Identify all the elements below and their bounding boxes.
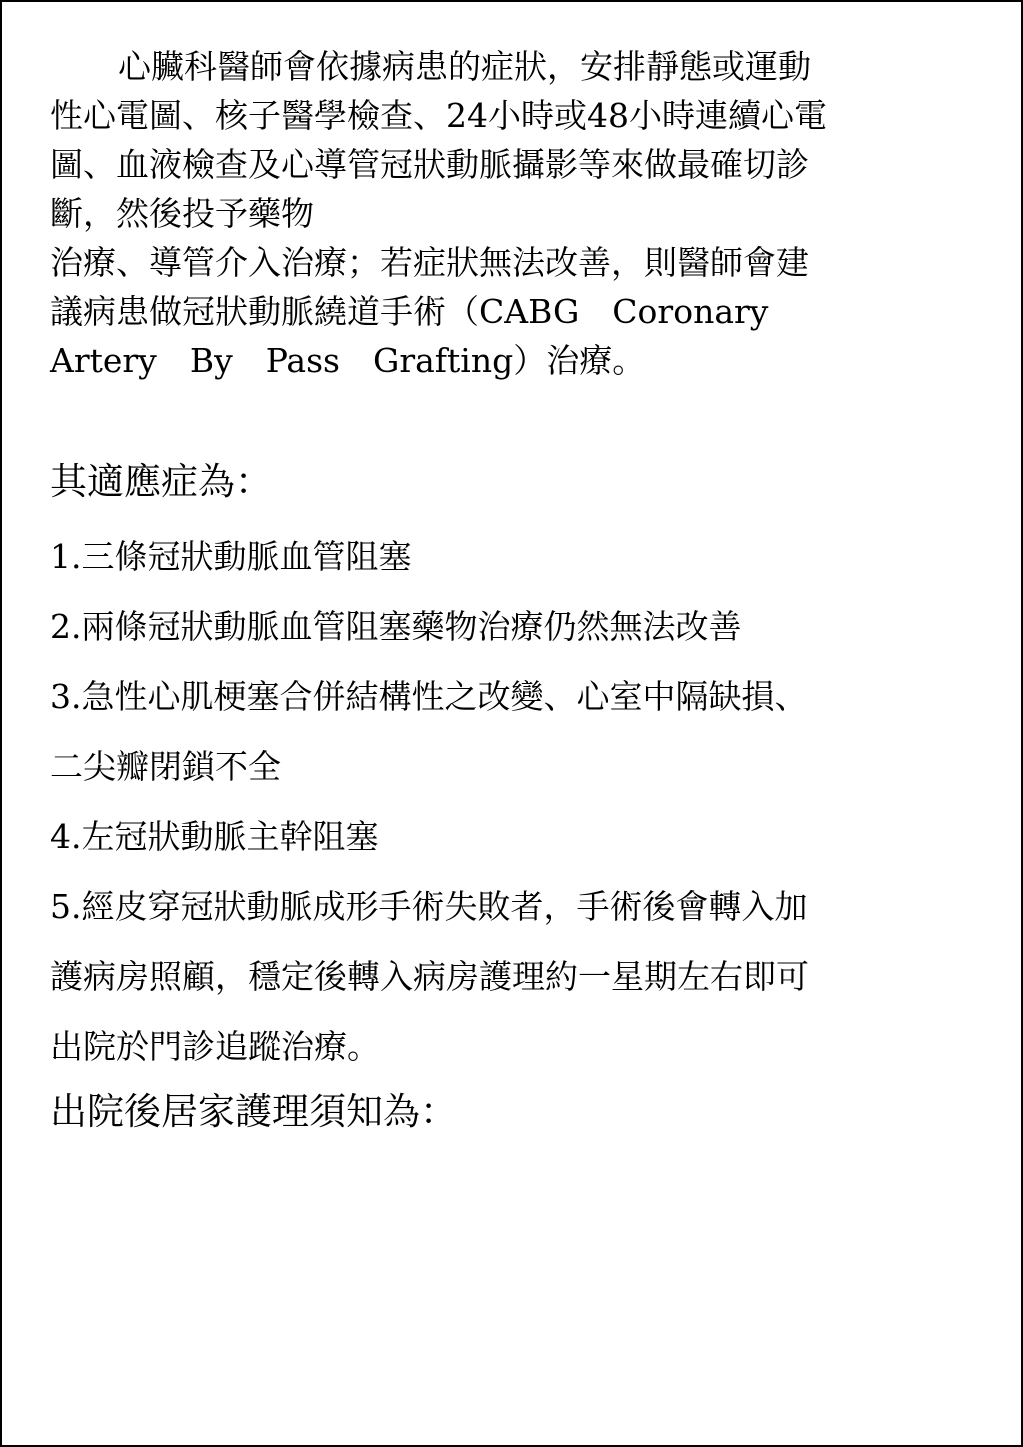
intro-line: Artery By Pass Grafting）治療。: [50, 341, 646, 380]
intro-paragraph: [50, 42, 1005, 385]
indication-item-continued: 護病房照顧，穩定後轉入病房護理約一星期左右即可: [50, 957, 809, 996]
indications-list: [50, 522, 1005, 1082]
intro-line: 心臟科醫師會依據病患的症狀，安排靜態或運動: [118, 47, 811, 86]
indication-item: 2.兩條冠狀動脈血管阻塞藥物治療仍然無法改善: [50, 607, 742, 646]
home-care-heading: 出院後居家護理須知為：: [50, 1090, 457, 1133]
intro-line: 圖、血液檢查及心導管冠狀動脈攝影等來做最確切診: [50, 145, 809, 184]
intro-line: 議病患做冠狀動脈繞道手術（CABG Coronary: [50, 292, 769, 331]
intro-line: 治療、導管介入治療；若症狀無法改善，則醫師會建: [50, 243, 809, 282]
indications-heading: 其適應症為：: [50, 460, 272, 503]
indication-item-continued: 出院於門診追蹤治療。: [50, 1027, 380, 1066]
indication-item-continued: 二尖瓣閉鎖不全: [50, 747, 281, 786]
indication-item: 5.經皮穿冠狀動脈成形手術失敗者，手術後會轉入加: [50, 887, 808, 926]
indication-item: 4.左冠狀動脈主幹阻塞: [50, 817, 379, 856]
indication-item: 1.三條冠狀動脈血管阻塞: [50, 537, 412, 576]
indication-item: 3.急性心肌梗塞合併結構性之改變、心室中隔缺損、: [50, 677, 808, 716]
intro-line: 斷，然後投予藥物: [50, 194, 314, 233]
intro-line: 性心電圖、核子醫學檢查、24小時或48小時連續心電: [50, 96, 827, 135]
